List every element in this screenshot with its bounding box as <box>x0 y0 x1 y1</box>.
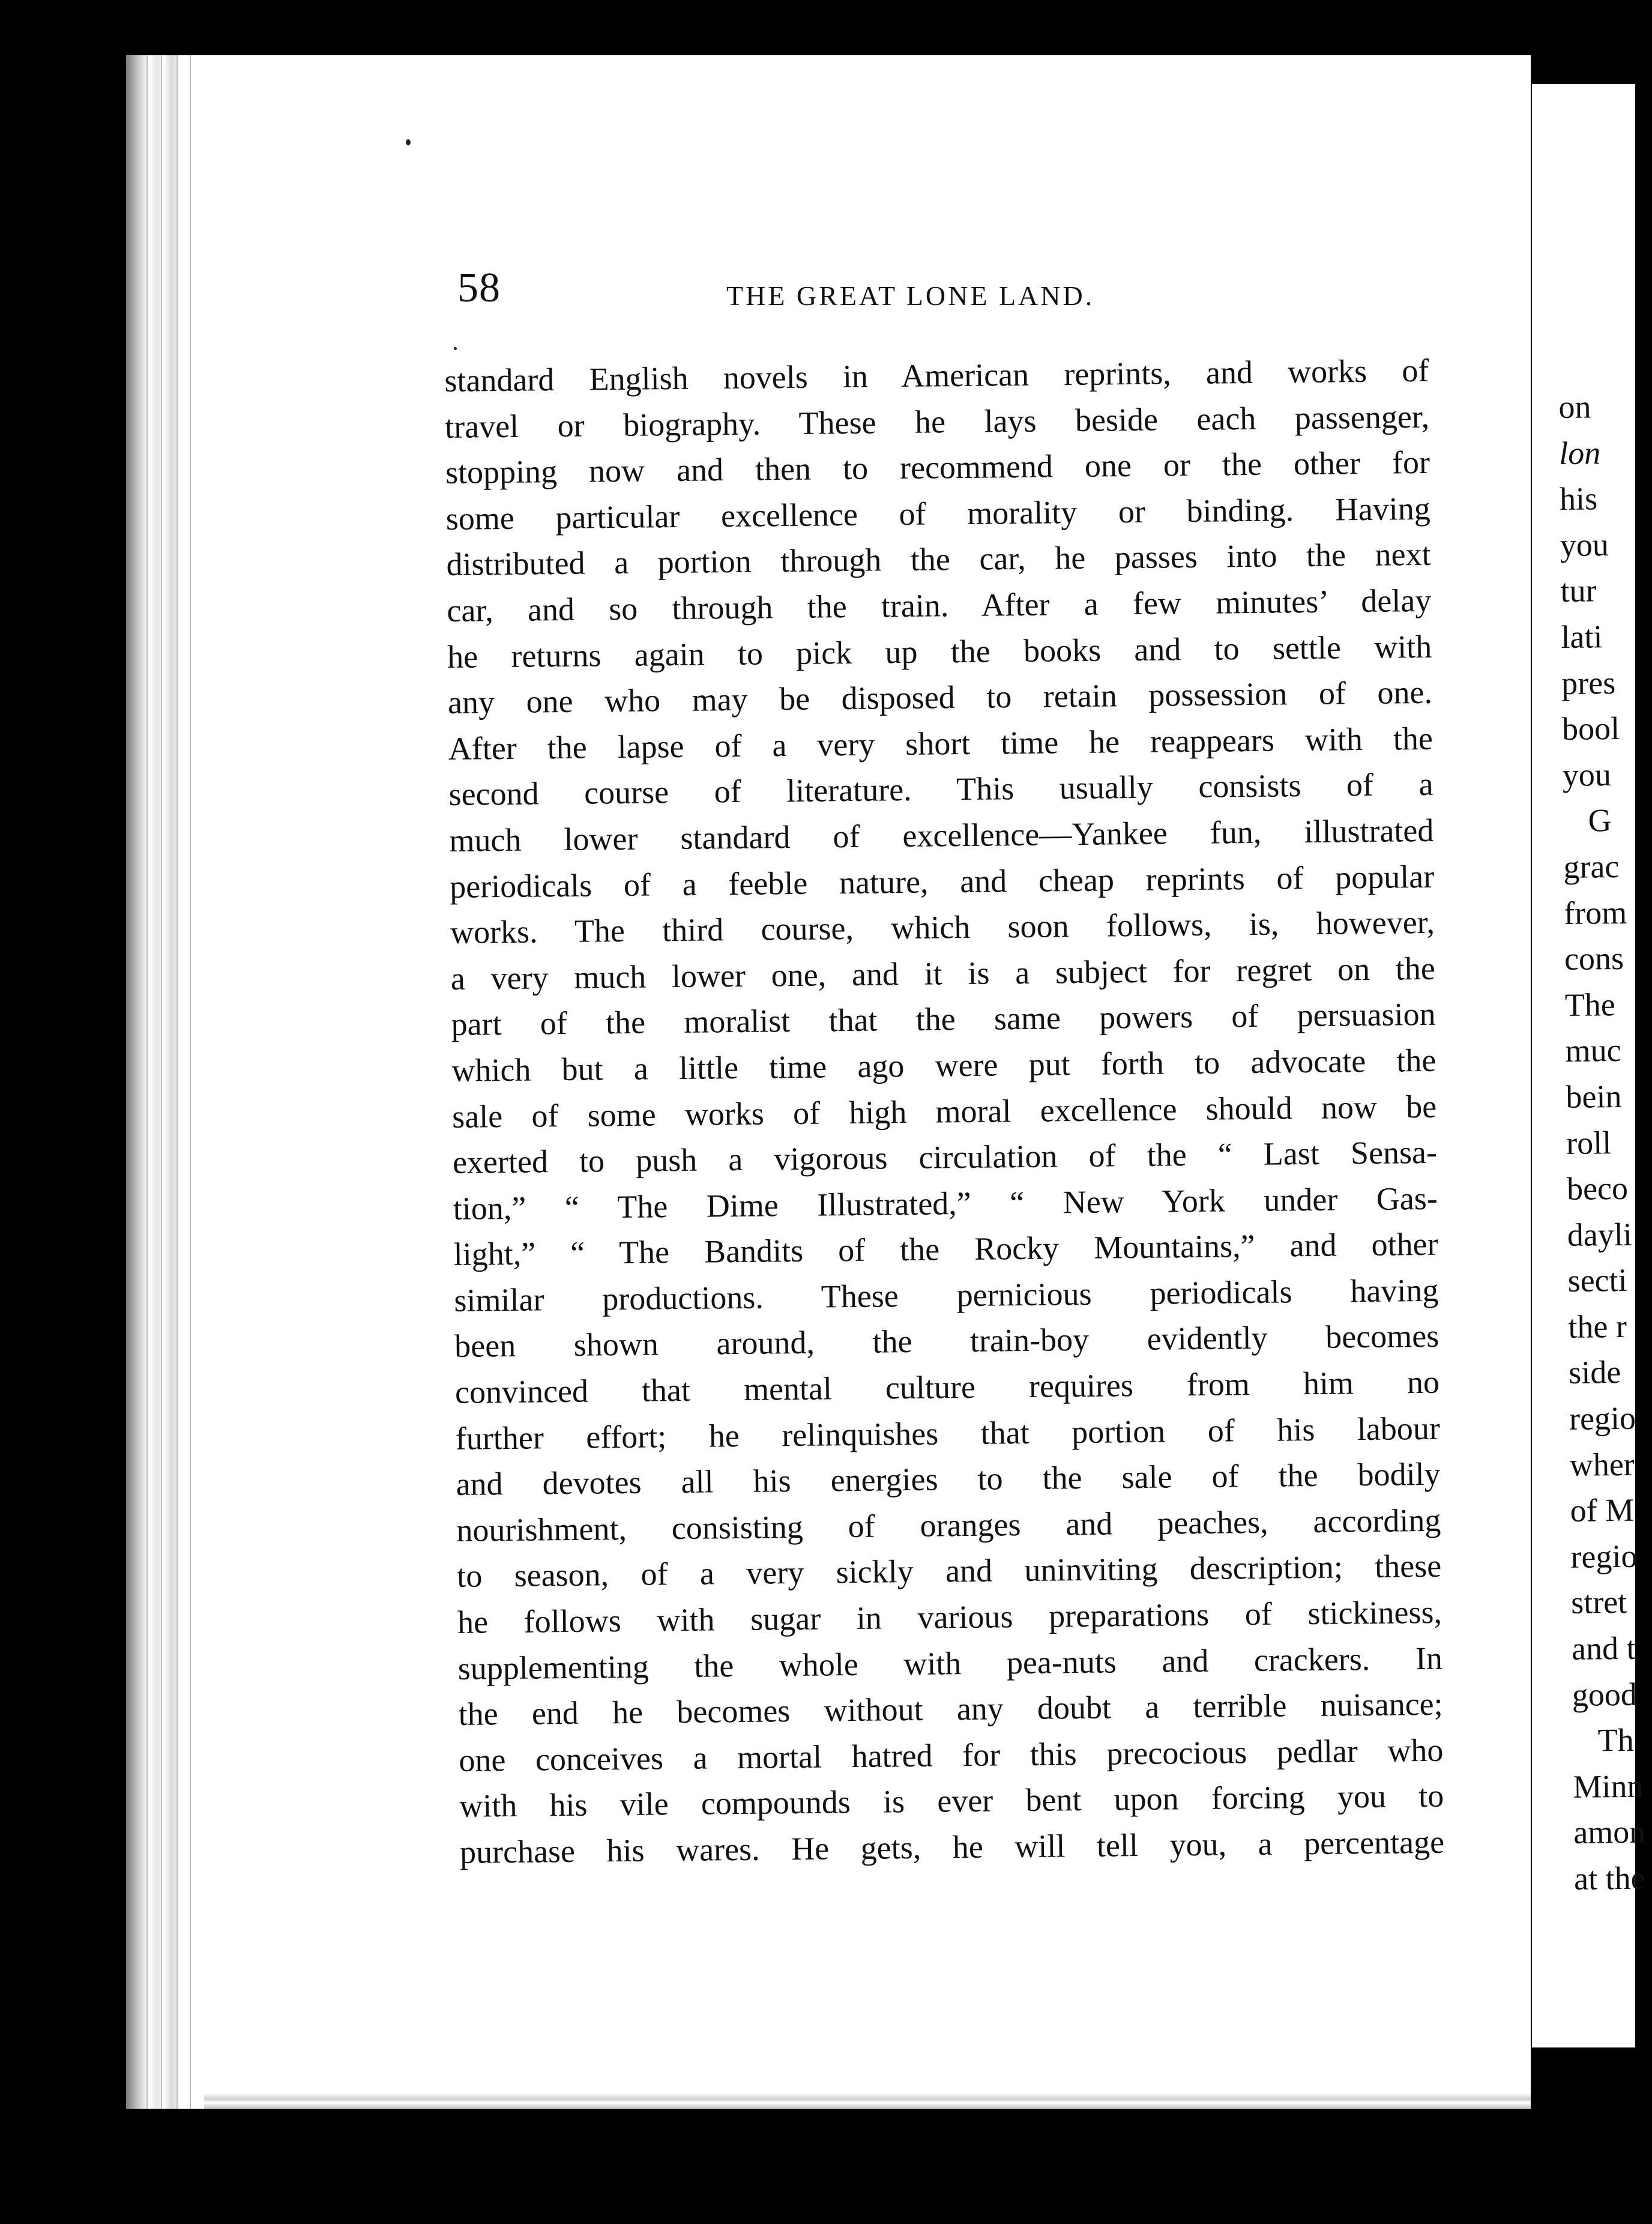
text-line: been shown around, the train-boy evidently becomes <box>454 1318 1439 1365</box>
page-edge-line <box>190 55 191 2109</box>
text-line: second course of literature. This usually consists of a <box>448 766 1433 813</box>
facing-line: lati <box>1561 618 1603 655</box>
text-line: car, and so through the train. After a few minutes’ delay <box>447 582 1432 629</box>
print-speck <box>454 347 457 350</box>
text-line: standard English novels in American reprints, and works of <box>444 352 1429 399</box>
page-edge-line <box>176 55 178 2109</box>
facing-line: bein <box>1566 1078 1622 1115</box>
facing-line: from <box>1563 894 1627 931</box>
text-line: he follows with sugar in various preparations of stickiness, <box>457 1594 1442 1640</box>
facing-line: regio <box>1570 1538 1638 1575</box>
facing-line: regio <box>1569 1400 1636 1437</box>
text-line: stopping now and then to recommend one or the other for <box>445 444 1430 491</box>
facing-line: pres <box>1561 664 1616 701</box>
body-text <box>444 348 1444 1876</box>
facing-line: muc <box>1565 1032 1621 1069</box>
facing-line: G <box>1588 802 1612 839</box>
page-edge-line <box>146 55 148 2109</box>
text-line: the end he becomes without any doubt a terrible nuisance; <box>458 1685 1443 1733</box>
text-line: similar productions. These pernicious periodicals having <box>454 1272 1439 1319</box>
text-line: sale of some works of high moral excellence should now be <box>451 1088 1437 1135</box>
facing-line: beco <box>1566 1170 1629 1207</box>
text-line: further effort; he relinquishes that portion of his labour <box>455 1410 1441 1457</box>
text-line: one conceives a mortal hatred for this precocious pedlar who <box>459 1732 1444 1778</box>
facing-line: side <box>1568 1354 1621 1391</box>
facing-page-text <box>1558 384 1652 1902</box>
facing-line: you <box>1562 756 1612 793</box>
text-line: exerted to push a vigorous circulation of the “ Last Sensa- <box>452 1134 1438 1181</box>
facing-line: lon <box>1558 434 1601 471</box>
text-line: some particular excellence of morality or binding. Having <box>445 490 1431 537</box>
running-title: THE GREAT LONE LAND. <box>726 280 1095 311</box>
facing-line: secti <box>1567 1262 1627 1299</box>
text-line: any one who may be disposed to retain possession of one. <box>447 674 1433 721</box>
facing-line: The <box>1564 986 1616 1023</box>
text-line: distributed a portion through the car, he passes into the next <box>446 536 1431 583</box>
page-edges <box>126 55 198 2109</box>
text-line: and devotes all his energies to the sale of the bodily <box>456 1455 1441 1503</box>
text-line: convinced that mental culture requires from him no <box>454 1364 1440 1410</box>
facing-line: stret <box>1570 1584 1627 1621</box>
facing-line: cons <box>1564 940 1624 978</box>
facing-line: Th <box>1597 1722 1634 1759</box>
page-edge-line <box>161 55 162 2109</box>
facing-line: the r <box>1568 1308 1627 1345</box>
page-number: 58 <box>457 265 501 311</box>
facing-line: dayli <box>1567 1216 1633 1253</box>
text-line: nourishment, consisting of oranges and peaches, according <box>456 1502 1441 1549</box>
text-line: which but a little time ago were put forth to advocate the <box>451 1042 1436 1089</box>
facing-line: you <box>1560 526 1609 563</box>
text-line: supplementing the whole with pea-nuts and crackers. In <box>457 1640 1443 1687</box>
text-line: with his vile compounds is ever bent upon forcing you to <box>459 1778 1444 1825</box>
text-line: After the lapse of a very short time he reappears with the <box>448 720 1433 767</box>
text-line: tion,” “ The Dime Illustrated,” “ New York under Gas- <box>453 1180 1438 1227</box>
text-line: travel or biography. These he lays beside each passenger, <box>444 398 1430 445</box>
facing-line: on <box>1558 388 1591 425</box>
facing-line: his <box>1559 480 1598 518</box>
text-line: much lower standard of excellence—Yankee fun, illustrated <box>449 812 1434 859</box>
facing-line: amon <box>1573 1814 1646 1851</box>
facing-line: of M <box>1570 1492 1635 1529</box>
text-line: he returns again to pick up the books and to settle with <box>447 628 1432 675</box>
text-line: a very much lower one, and it is a subject for regret on the <box>450 950 1436 997</box>
text-line: to season, of a very sickly and uninviting description; these <box>456 1548 1442 1595</box>
print-speck <box>406 139 411 145</box>
text-line: purchase his wares. He gets, he will tell you, a percentage <box>459 1824 1445 1870</box>
text-line: periodicals of a feeble nature, and cheap reprints of popular <box>449 858 1435 905</box>
text-line: works. The third course, which soon follows, is, however, <box>450 904 1435 951</box>
text-line: light,” “ The Bandits of the Rocky Mountains,” and other <box>453 1226 1438 1273</box>
facing-line: Minn <box>1573 1768 1644 1805</box>
facing-line: tur <box>1560 572 1597 609</box>
text-line: part of the moralist that the same powers of persuasion <box>451 996 1436 1043</box>
page-bottom-edges <box>204 2093 1531 2109</box>
facing-line: and t <box>1571 1630 1636 1667</box>
facing-line: roll <box>1566 1124 1612 1161</box>
facing-line: wher <box>1569 1446 1635 1483</box>
facing-line: grac <box>1563 848 1620 885</box>
facing-line: bool <box>1561 710 1620 748</box>
facing-line: good <box>1572 1676 1638 1713</box>
facing-line: at the <box>1573 1860 1645 1897</box>
